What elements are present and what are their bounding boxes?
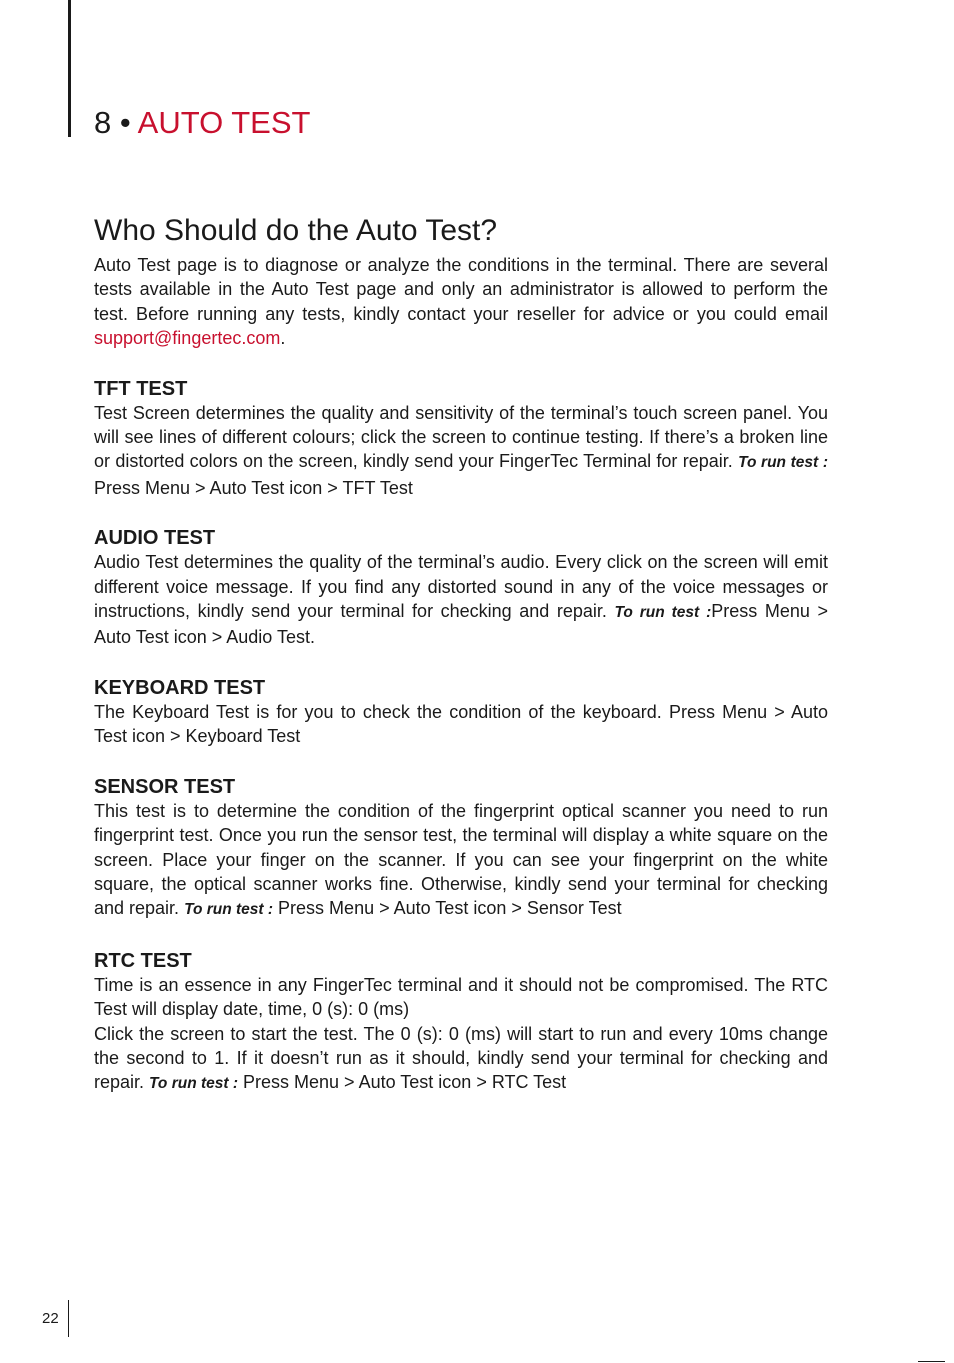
rtc-run-text: Press Menu > Auto Test icon > RTC Test bbox=[238, 1072, 567, 1093]
intro-paragraph bbox=[94, 253, 828, 351]
page-number: 22 bbox=[42, 1310, 59, 1327]
rtc-text: Click the screen to start the test. The 0 (s): 0 (ms) will start to run and every 10ms change the second to 1. If it doesn’t run as it should, kindly send your terminal for checking and repair. bbox=[94, 1023, 828, 1093]
section-text-audio bbox=[94, 550, 828, 650]
section-title-audio: AUDIO TEST bbox=[94, 527, 216, 550]
section-text-sensor bbox=[94, 799, 828, 923]
audio-run-label: To run test : bbox=[614, 604, 712, 622]
sensor-run-label: To run test : bbox=[184, 901, 274, 919]
intro-after: . bbox=[280, 328, 286, 349]
section-text-rtc-1: Time is an essence in any FingerTec terminal and it should not be compromised. The RTC Test will display date, time, 0 (s): 0 (ms) bbox=[94, 974, 828, 1020]
sensor-text: This test is to determine the condition of the fingerprint optical scanner you need to run fingerprint test. Once you run the sensor test, the terminal will display a white square on the screen. Place your finger on the scanner. If you can see your fingerprint on the white square, the optical scanner works fine. Otherwise, kindly send your terminal for checking and repair. bbox=[94, 800, 828, 919]
chapter-bullet: • bbox=[119, 105, 131, 140]
corner-rule bbox=[918, 1361, 945, 1362]
page-body bbox=[94, 253, 828, 1097]
section-text-rtc-2 bbox=[94, 1022, 828, 1097]
tft-run-text: Press Menu > Auto Test icon > TFT Test bbox=[94, 477, 413, 498]
audio-text: Audio Test determines the quality of the terminal’s audio. Every click on the screen will emit different voice message. If you find any distorted sound in any of the voice messages or instructions, kindly send your terminal for checking and repair. bbox=[94, 552, 828, 622]
section-text-keyboard: The Keyboard Test is for you to check the condition of the keyboard. Press Menu > Auto Test icon > Keyboard Test bbox=[94, 701, 828, 747]
section-keyboard-test bbox=[94, 676, 828, 749]
intro-text: Auto Test page is to diagnose or analyze the conditions in the terminal. There are several tests available in the Auto Test page and only an administrator is allowed to perform the test. Before running any tests, kindly contact your reseller for advice or you could email bbox=[94, 255, 828, 324]
rtc-run-label: To run test : bbox=[149, 1075, 239, 1093]
page-heading: Who Should do the Auto Test? bbox=[94, 214, 498, 247]
section-tft-test bbox=[94, 377, 828, 501]
section-text-tft bbox=[94, 401, 828, 501]
section-title-sensor: SENSOR TEST bbox=[94, 775, 236, 798]
tft-run-label: To run test : bbox=[738, 454, 828, 472]
section-rtc-test bbox=[94, 949, 828, 1097]
tft-text: Test Screen determines the quality and sensitivity of the terminal’s touch screen panel. You will see lines of different colours; click the screen to continue testing. If there’s a broken line or distorted colors on the screen, kindly send your FingerTec Terminal for repair. bbox=[94, 402, 828, 472]
support-email-link[interactable]: support@fingertec.com bbox=[94, 328, 281, 349]
footer-rule bbox=[68, 1300, 69, 1337]
chapter-title bbox=[94, 104, 310, 142]
section-sensor-test bbox=[94, 775, 828, 923]
section-title-tft: TFT TEST bbox=[94, 377, 188, 400]
section-title-keyboard: KEYBOARD TEST bbox=[94, 676, 266, 699]
audio-run-text: Press Menu > Auto Test icon > Audio Test. bbox=[94, 601, 828, 648]
sensor-run-text: Press Menu > Auto Test icon > Sensor Test bbox=[273, 898, 622, 919]
section-title-rtc: RTC TEST bbox=[94, 949, 192, 972]
section-audio-test bbox=[94, 526, 828, 650]
header-rule bbox=[68, 0, 71, 137]
chapter-name: AUTO TEST bbox=[137, 105, 311, 140]
chapter-number: 8 bbox=[94, 105, 112, 140]
